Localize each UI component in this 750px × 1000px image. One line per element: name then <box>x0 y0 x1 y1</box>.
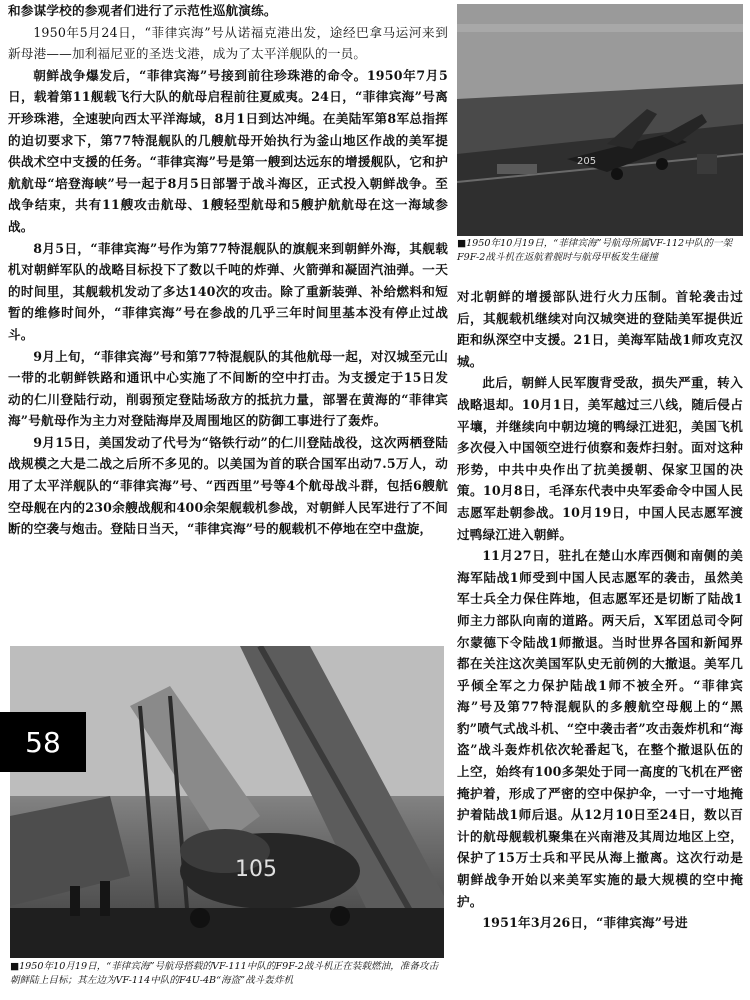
left-paragraph-1: 和参谋学校的参观者们进行了示范性巡航演练。 <box>8 3 277 18</box>
caption-bottom-text: 1950年10月19日，“菲律宾海”号航母搭载的VF-111中队的F9F-2战斗机正在装载燃油，准备攻击朝鲜陆上目标；其左边为VF-114中队的F4U-4B“海盗”战斗轰炸机 <box>10 961 439 986</box>
right-paragraph-2: 此后，朝鲜人民军腹背受敌，损失严重，转入战略退却。10月1日，美军越过三八线，随后侵占平壤，并继续向中朝边境的鸭绿江进犯，美国飞机多次侵入中国领空进行侦察和轰炸扫射。面对这种形势，中共中央作出了抗美援朝、保家卫国的决策。10月8日，毛泽东代表中央军委命令中国人民志愿军赴朝参战。10月19日，中国人民志愿军渡过鸭绿江进入朝鲜。 <box>457 375 743 542</box>
photo-bottom-caption <box>10 960 444 988</box>
refuelling-aircraft <box>180 829 360 909</box>
photo-deck-collision <box>457 4 743 236</box>
photo-deck-collision-graphic <box>457 4 743 236</box>
photo-refuelling-graphic <box>10 646 444 958</box>
caption-top-marker: ■ <box>457 238 467 249</box>
right-paragraph-4: 1951年3月26日，“菲律宾海”号进 <box>482 915 688 931</box>
left-text-column <box>8 0 448 640</box>
left-paragraph-6: 9月15日，美国发动了代号为“铬铁行动”的仁川登陆战役，这次两栖登陆战规模之大是二战之后所不多见的。以美国为首的联合国军出动7.5万人，动用了太平洋舰队的“菲律宾海”号、“西西里”号等4个航母战斗群，包括6艘航空母舰在内的230余艘战舰和400余架舰载机参战，对朝鲜人民军进行了不间断的空袭与炮击。登陆日当天，“菲律宾海”号的舰载机不停地在空中盘旋， <box>8 434 448 537</box>
left-paragraph-2: 1950年5月24日，“菲律宾海”号从诺福克港出发，途经巴拿马运河来到新母港——加利福尼亚的圣迭戈港，成为了太平洋舰队的一员。 <box>8 24 448 62</box>
photo-bottom-aircraft-code: 105 <box>235 857 277 882</box>
page-number-badge <box>0 712 86 772</box>
right-text-column <box>457 286 743 1000</box>
left-paragraph-4: 8月5日，“菲律宾海”号作为第77特混舰队的旗舰来到朝鲜外海，其舰载机对朝鲜军队的战略目标投下了数以千吨的炸弹、火箭弹和凝固汽油弹。一天的时间里，其舰载机发动了多达140次的攻击。除了重新装弹、补给燃料和短暂的维修时间外，“菲律宾海”号在参战的几乎三年时间里基本没有停止过战斗。 <box>8 240 448 342</box>
caption-top-text: 1950年10月19日，“菲律宾海”号航母所属VF-112中队的一架F9F-2战斗机在返航着舰时与航母甲板发生碰撞 <box>457 238 733 263</box>
caption-bottom-marker: ■ <box>10 961 20 972</box>
page-number: 58 <box>25 725 61 759</box>
right-paragraph-3: 11月27日，驻扎在楚山水库西侧和南侧的美海军陆战1师受到中国人民志愿军的袭击，虽然美军士兵全力保住阵地，但志愿军还是切断了陆战1师主力部队向南的道路。两天后，X军团总司令阿尔蒙德下令陆战1师撤退。当时世界各国和新闻界都在关注这次美国军队史无前例的大撤退。美军几乎倾全军之力保护陆战1师不被全歼。“菲律宾海”号及第77特混舰队的多艘航空母舰上的“黑豹”喷气式战斗机、“空中袭击者”攻击轰炸机和“海盗”战斗轰炸机依次轮番起飞，在整个撤退队伍的上空，始终有100多架处于同一高度的飞机在严密掩护着，形成了严密的空中保护伞，一寸一寸地掩护着陆战1师后退。从12月10日至24日，数以百计的航母舰载机聚集在兴南港及其周边地区上空，保护了15万士兵和平民从海上撤离。这次行动是朝鲜战争开始以来美军实施的最大规模的空中掩护。 <box>457 548 743 909</box>
left-paragraph-5: 9月上旬，“菲律宾海”号和第77特混舰队的其他航母一起，对汉城至元山一带的北朝鲜铁路和通讯中心实施了不间断的空中打击。为支援定于15日发动的仁川登陆行动，削弱预定登陆场敌方的抵抗力量，部署在黄海的“菲律宾海”号航母作为主力对登陆海岸及周围地区的防御工事进行了轰炸。 <box>8 348 448 429</box>
photo-refuelling <box>10 646 444 958</box>
photo-top-aircraft-code: 205 <box>577 156 597 167</box>
right-paragraph-1: 对北朝鲜的增援部队进行火力压制。首轮袭击过后，其舰载机继续对向汉城突进的登陆美军提供近距和纵深空中支援。21日，美海军陆战1师攻克汉城。 <box>457 289 743 369</box>
photo-top-caption <box>457 237 743 265</box>
left-paragraph-3: 朝鲜战争爆发后，“菲律宾海”号接到前往珍珠港的命令。1950年7月5日，载着第11舰载飞行大队的航母启程前往夏威夷。24日，“菲律宾海”号离开珍珠港，全速驶向西太平洋海域，8月1日到达冲绳。在美陆军第8军总指挥的迫切要求下，第77特混舰队的几艘航母开始执行为釜山地区作战的美军提供战术空中支援的任务。“菲律宾海”号是第一艘到达远东的增援舰队，它和护航航母“培登海峡”号一起于8月5日部署于战斗海区，正式投入朝鲜战争。至战争结束，共有11艘攻击航母、1艘轻型航母和5艘护航航母在这一海域参战。 <box>8 67 448 234</box>
